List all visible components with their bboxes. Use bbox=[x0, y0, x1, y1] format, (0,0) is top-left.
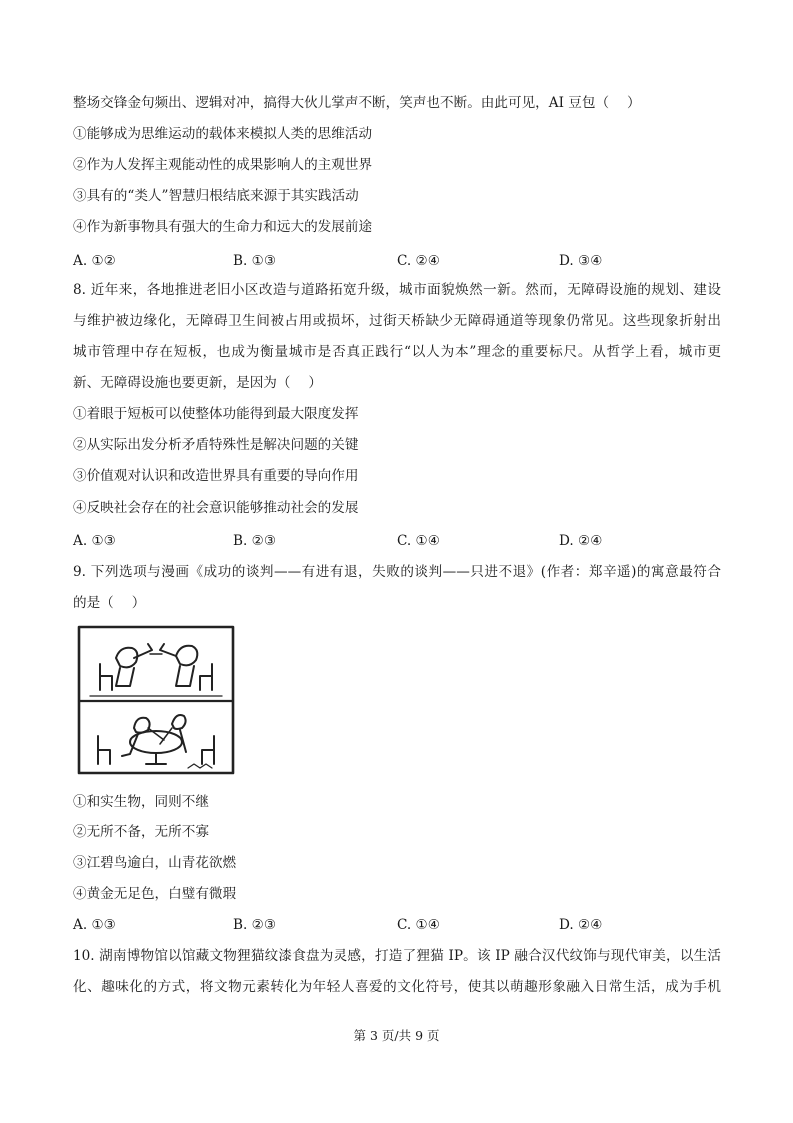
q8-stem-line-2: 与维护被边缘化，无障碍卫生间被占用或损坏，过街天桥缺少无障碍通道等现象仍常见。这些现象折射出 bbox=[73, 313, 721, 329]
q9-option-b[interactable]: B. ②③ bbox=[233, 917, 277, 933]
q7-item-3: ③具有的“类人”智慧归根结底来源于其实践活动 bbox=[73, 188, 359, 204]
q7-option-b[interactable]: B. ①③ bbox=[233, 253, 277, 269]
q7-option-d[interactable]: D. ③④ bbox=[559, 253, 603, 269]
q8-item-2: ②从实际出发分析矛盾特殊性是解决问题的关键 bbox=[73, 437, 359, 453]
q8-item-4: ④反映社会存在的社会意识能够推动社会的发展 bbox=[73, 500, 359, 516]
q9-item-2: ②无所不备，无所不寡 bbox=[73, 824, 209, 840]
q7-option-a[interactable]: A. ①② bbox=[73, 253, 116, 269]
q8-stem-line-4: 新、无障碍设施也要更新，是因为（ ） bbox=[73, 375, 323, 391]
q8-options bbox=[73, 531, 633, 551]
q7-item-4: ④作为新事物具有强大的生命力和远大的发展前途 bbox=[73, 219, 373, 235]
q9-option-d[interactable]: D. ②④ bbox=[559, 917, 603, 933]
q8-stem-line-3: 城市管理中存在短板，也成为衡量城市是否真正践行“以人为本”理念的重要标尺。从哲学上看，城市更 bbox=[73, 344, 721, 360]
q7-option-c[interactable]: C. ②④ bbox=[397, 253, 440, 269]
q9-item-4: ④黄金无足色，白璧有微瑕 bbox=[73, 886, 237, 902]
q9-stem-line-2: 的是（ ） bbox=[73, 595, 146, 611]
q9-option-a[interactable]: A. ①③ bbox=[73, 917, 116, 933]
q8-option-b[interactable]: B. ②③ bbox=[233, 533, 277, 549]
q8-option-a[interactable]: A. ①③ bbox=[73, 533, 116, 549]
q7-item-2: ②作为人发挥主观能动性的成果影响人的主观世界 bbox=[73, 157, 373, 173]
q10-stem-line-1: 10. 湖南博物馆以馆藏文物狸猫纹漆食盘为灵感，打造了狸猫 IP。该 IP 融合汉代纹饰与现代审美，以生活 bbox=[73, 948, 721, 964]
q9-options bbox=[73, 915, 633, 935]
q8-item-3: ③价值观对认识和改造世界具有重要的导向作用 bbox=[73, 468, 359, 484]
q7-item-1: ①能够成为思维运动的载体来模拟人类的思维活动 bbox=[73, 126, 373, 142]
q8-stem-line-1: 8. 近年来，各地推进老旧小区改造与道路拓宽升级，城市面貌焕然一新。然而，无障碍设施的规划、建设 bbox=[73, 282, 721, 298]
negotiation-cartoon bbox=[76, 624, 236, 778]
q9-option-c[interactable]: C. ①④ bbox=[397, 917, 440, 933]
q8-option-d[interactable]: D. ②④ bbox=[559, 533, 603, 549]
q7-stem-tail: 整场交锋金句频出、逻辑对冲，搞得大伙儿掌声不断，笑声也不断。由此可见，AI 豆包（ ） bbox=[73, 95, 641, 111]
q8-option-c[interactable]: C. ①④ bbox=[397, 533, 440, 549]
q8-item-1: ①着眼于短板可以使整体功能得到最大限度发挥 bbox=[73, 406, 359, 422]
page-footer: 第 3 页/共 9 页 bbox=[353, 1028, 440, 1043]
q9-stem-line-1: 9. 下列选项与漫画《成功的谈判——有进有退，失败的谈判——只进不退》(作者：郑辛遥)的寓意最符合 bbox=[73, 564, 721, 580]
q10-stem-line-2: 化、趣味化的方式，将文物元素转化为年轻人喜爱的文化符号，使其以萌趣形象融入日常生活，成为手机 bbox=[73, 979, 721, 995]
q9-item-3: ③江碧鸟逾白，山青花欲燃 bbox=[73, 855, 237, 871]
q7-options bbox=[73, 251, 633, 271]
q9-item-1: ①和实生物，同则不继 bbox=[73, 794, 209, 810]
